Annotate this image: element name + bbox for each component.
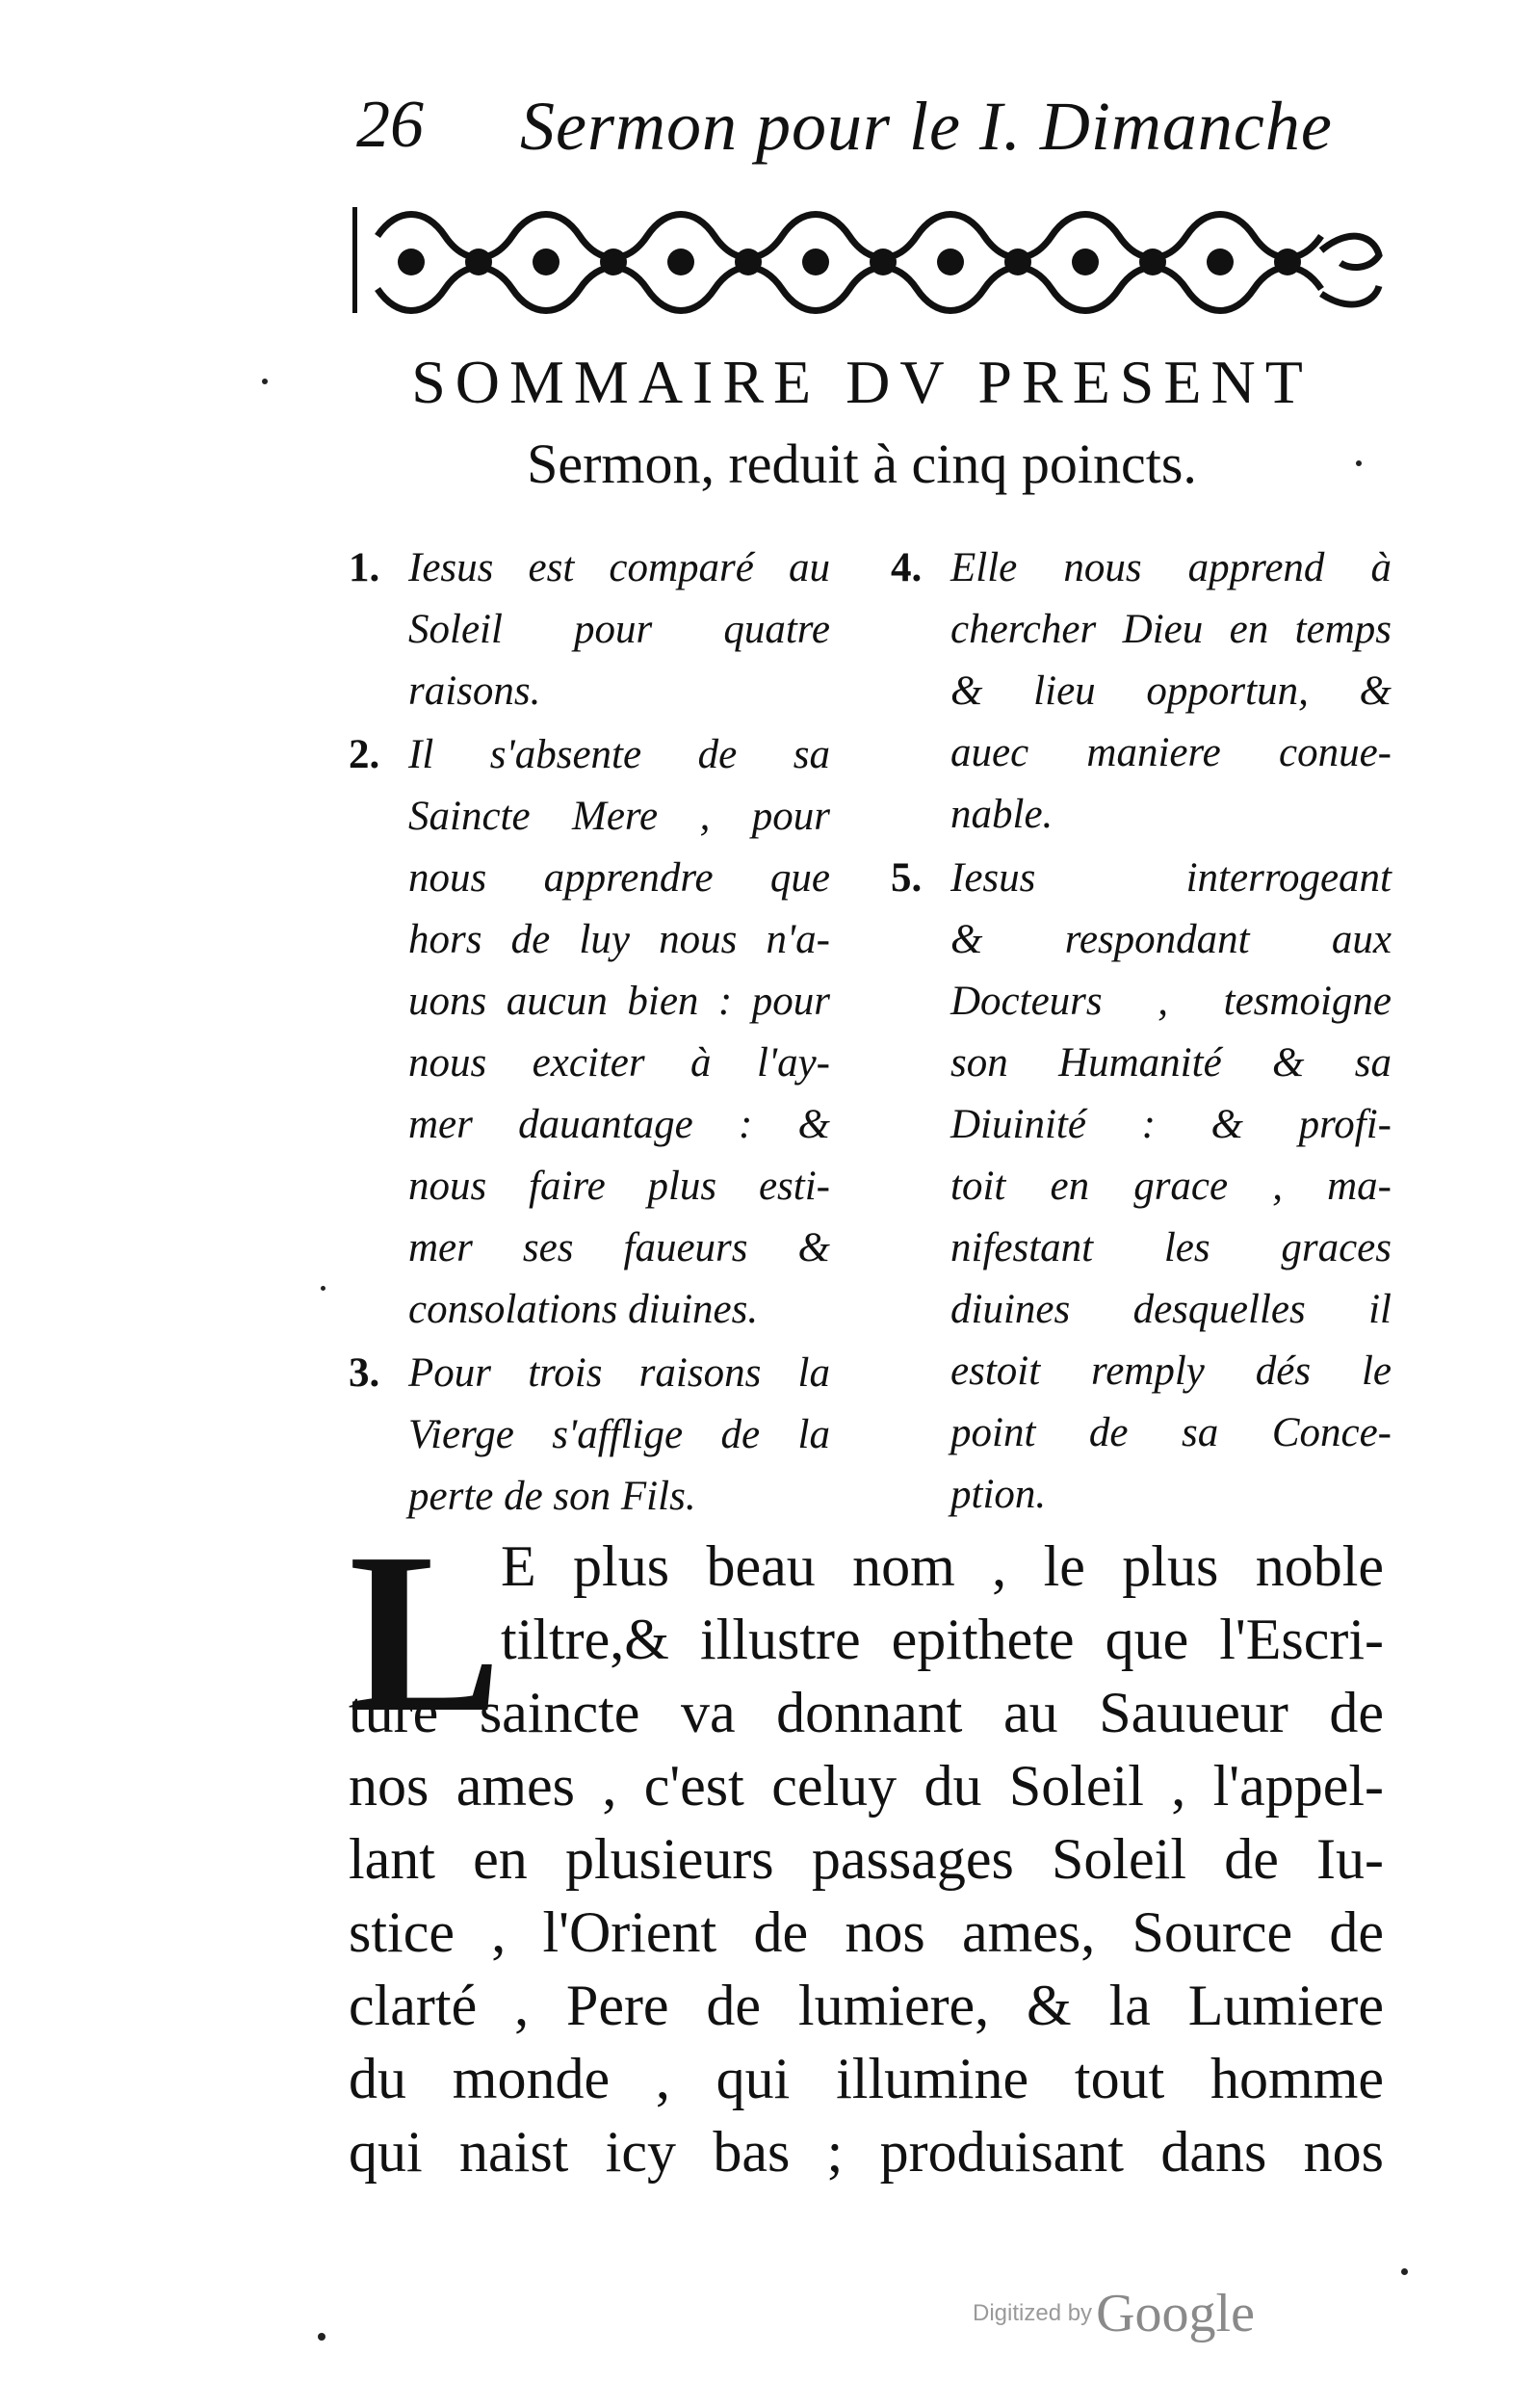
page-number: 26	[356, 88, 424, 162]
body-line: du monde , qui illumine tout homme	[349, 2047, 1384, 2110]
point-line: Docteurs , tesmoigne	[950, 979, 1392, 1024]
point-line: raisons.	[408, 668, 541, 714]
point-line: nable.	[950, 792, 1054, 837]
body-line: qui naist icy bas ; produisant dans nos	[349, 2120, 1384, 2184]
summary-point	[891, 848, 1392, 1526]
running-head: Sermon pour le I. Dimanche	[520, 88, 1333, 165]
body-line: ture saincte va donnant au Sauueur de	[349, 1681, 1384, 1744]
body-paragraph	[349, 1506, 1384, 2188]
point-line: Iesus interrogeant	[950, 855, 1392, 901]
drop-cap: L	[349, 1506, 502, 1760]
point-line: & lieu opportun, &	[950, 668, 1392, 714]
point-line: estoit remply dés le	[950, 1348, 1392, 1394]
summary-point	[349, 1343, 830, 1528]
point-line: Soleil pour quatre	[408, 607, 830, 652]
point-line: mer dauantage : &	[408, 1102, 830, 1147]
point-line: & respondant aux	[950, 917, 1392, 962]
point-line: nous apprendre que	[408, 855, 830, 901]
ink-speck	[1356, 460, 1362, 466]
body-line: lant en plusieurs passages Soleil de Iu-	[349, 1827, 1384, 1891]
point-line: toit en grace , ma-	[950, 1164, 1392, 1209]
point-line: mer ses faueurs &	[408, 1225, 830, 1270]
body-line: tiltre,& illustre epithete que l'Escri-	[501, 1608, 1384, 1671]
ink-speck	[318, 2333, 325, 2341]
body-line: clarté , Pere de lumiere, & la Lumiere	[349, 1974, 1384, 2037]
point-line: Vierge s'afflige de la	[408, 1412, 830, 1457]
summary-subtitle: Sermon, reduit à cinq poincts.	[527, 432, 1197, 495]
point-line: nous exciter à l'ay-	[408, 1040, 830, 1086]
body-line: E plus beau nom , le plus noble	[501, 1534, 1384, 1598]
watermark-prefix: Digitized by	[973, 2300, 1093, 2326]
point-line: nous faire plus esti-	[408, 1164, 830, 1209]
point-line: hors de luy nous n'a-	[408, 917, 830, 962]
summary-point	[349, 724, 830, 1341]
point-line: Il s'absente de sa	[408, 732, 830, 777]
ink-speck	[1401, 2268, 1408, 2275]
point-line: perte de son Fils.	[408, 1474, 696, 1519]
body-line: nos ames , c'est celuy du Soleil , l'appel-	[349, 1754, 1384, 1818]
point-line: Pour trois raisons la	[408, 1350, 830, 1396]
point-line: diuines desquelles il	[950, 1287, 1392, 1332]
summary-title: SOMMAIRE DV PRESENT	[411, 348, 1313, 416]
point-line: chercher Dieu en temps	[950, 607, 1392, 652]
point-line: Saincte Mere , pour	[408, 794, 830, 839]
point-line: ption.	[950, 1472, 1047, 1517]
page-header	[356, 87, 1367, 173]
point-line: uons aucun bien : pour	[408, 979, 830, 1024]
point-line: point de sa Conce-	[950, 1410, 1392, 1455]
summary-column-left	[349, 537, 830, 1530]
point-number: 5.	[891, 855, 923, 901]
ornamental-headpiece	[349, 197, 1389, 327]
ink-speck	[262, 379, 268, 384]
point-line: son Humanité & sa	[950, 1040, 1392, 1086]
point-line: consolations diuines.	[408, 1287, 759, 1332]
summary-column-right	[891, 537, 1392, 1528]
point-line: Iesus est comparé au	[408, 545, 830, 590]
summary-point	[349, 537, 830, 722]
body-line: stice , l'Orient de nos ames, Source de	[349, 1900, 1384, 1964]
digitized-watermark	[973, 2283, 1255, 2344]
point-number: 3.	[349, 1350, 380, 1396]
ink-speck	[321, 1286, 325, 1291]
point-line: auec maniere conue-	[950, 730, 1392, 775]
point-number: 2.	[349, 732, 380, 777]
point-line: Elle nous apprend à	[950, 545, 1392, 590]
point-number: 4.	[891, 545, 923, 590]
google-logo: Google	[1096, 2284, 1255, 2343]
summary-point	[891, 537, 1392, 846]
point-line: Diuinité : & profi-	[950, 1102, 1392, 1147]
point-line: nifestant les graces	[950, 1225, 1392, 1270]
point-number: 1.	[349, 545, 380, 590]
